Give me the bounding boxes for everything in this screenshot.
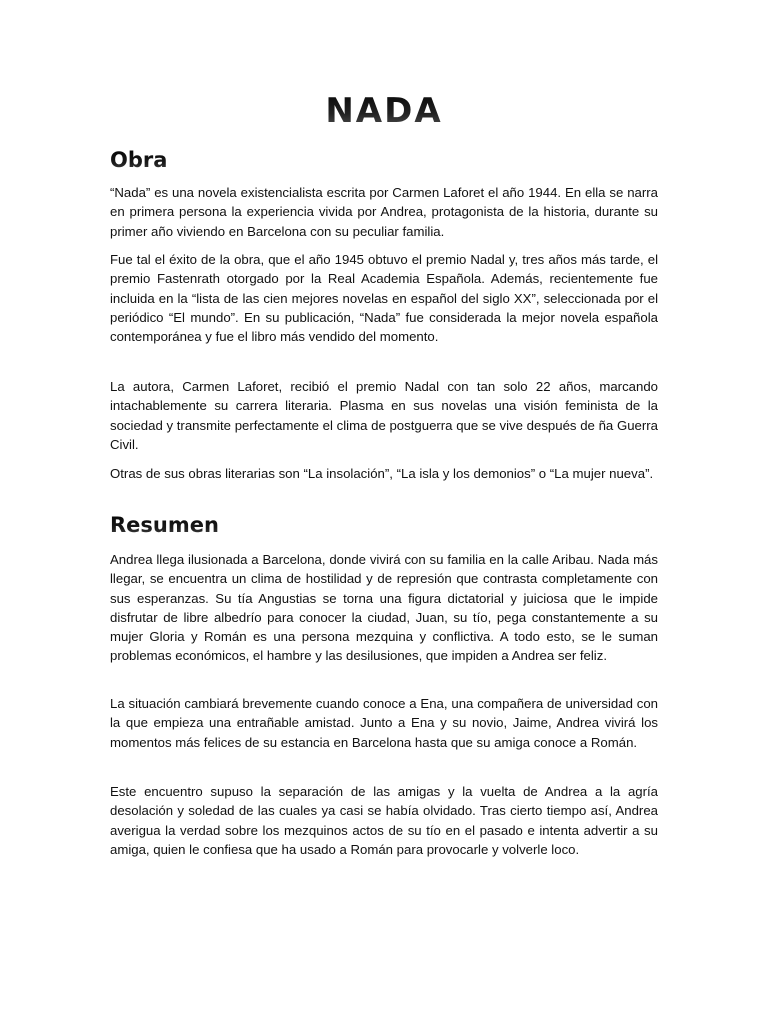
- section-heading-obra: Obra: [110, 148, 168, 172]
- obra-paragraph-1: “Nada” es una novela existencialista escrita por Carmen Laforet el año 1944. En ella se narra en primera persona la experiencia vivida por Andrea, protagonista de la historia, durante su primer año viviendo en Barcelona con su peculiar familia.: [110, 185, 658, 239]
- document-title: NADA: [0, 86, 768, 136]
- resumen-paragraph-3: Este encuentro supuso la separación de las amigas y la vuelta de Andrea a la agría desolación y soledad de las cuales ya casi se había olvidado. Tras cierto tiempo así, Andrea averigua la verdad sobre los mezquinos actos de su tío en el pasado e intenta advertir a su amiga, quien le confiesa que ha usado a Román para provocarle y volverle loco.: [110, 784, 658, 857]
- obra-paragraph-4: Otras de sus obras literarias son “La insolación”, “La isla y los demonios” o “La mujer nueva”.: [110, 466, 654, 481]
- section-heading-resumen: Resumen: [110, 513, 219, 537]
- obra-paragraph-2: Fue tal el éxito de la obra, que el año 1945 obtuvo el premio Nadal y, tres años más tarde, el premio Fastenrath otorgado por la Real Academia Española. Además, recientemente fue incluida en la “lista de las cien mejores novelas en español del siglo XX”, seleccionada por el periódico “El mundo”. En su publicación, “Nada” fue considerada la mejor novela española contemporánea y fue el libro más vendido del momento.: [110, 252, 658, 345]
- resumen-paragraph-1: Andrea llega ilusionada a Barcelona, donde vivirá con su familia en la calle Aribau. Nada más llegar, se encuentra un clima de hostilidad y de represión que contrasta completamente con sus esperanzas. Su tía Angustias se torna una figura dictatorial y juiciosa que le impide disfrutar de libre albedrío para conocer la ciudad, Juan, su tío, pega constantemente a su mujer Gloria y Román es una persona mezquina y conflictiva. A todo esto, se le suman problemas económicos, el hambre y las desilusiones, que impiden a Andrea ser feliz.: [110, 552, 658, 664]
- obra-paragraph-3: La autora, Carmen Laforet, recibió el premio Nadal con tan solo 22 años, marcando intachablemente su carrera literaria. Plasma en sus novelas una visión feminista de la sociedad y transmite perfectamente el clima de postguerra que se vive después de ña Guerra Civil.: [110, 379, 658, 452]
- resumen-paragraph-2: La situación cambiará brevemente cuando conoce a Ena, una compañera de universidad con la que empieza una entrañable amistad. Junto a Ena y su novio, Jaime, Andrea vivirá los momentos más felices de su estancia en Barcelona hasta que su amiga conoce a Román.: [110, 696, 658, 750]
